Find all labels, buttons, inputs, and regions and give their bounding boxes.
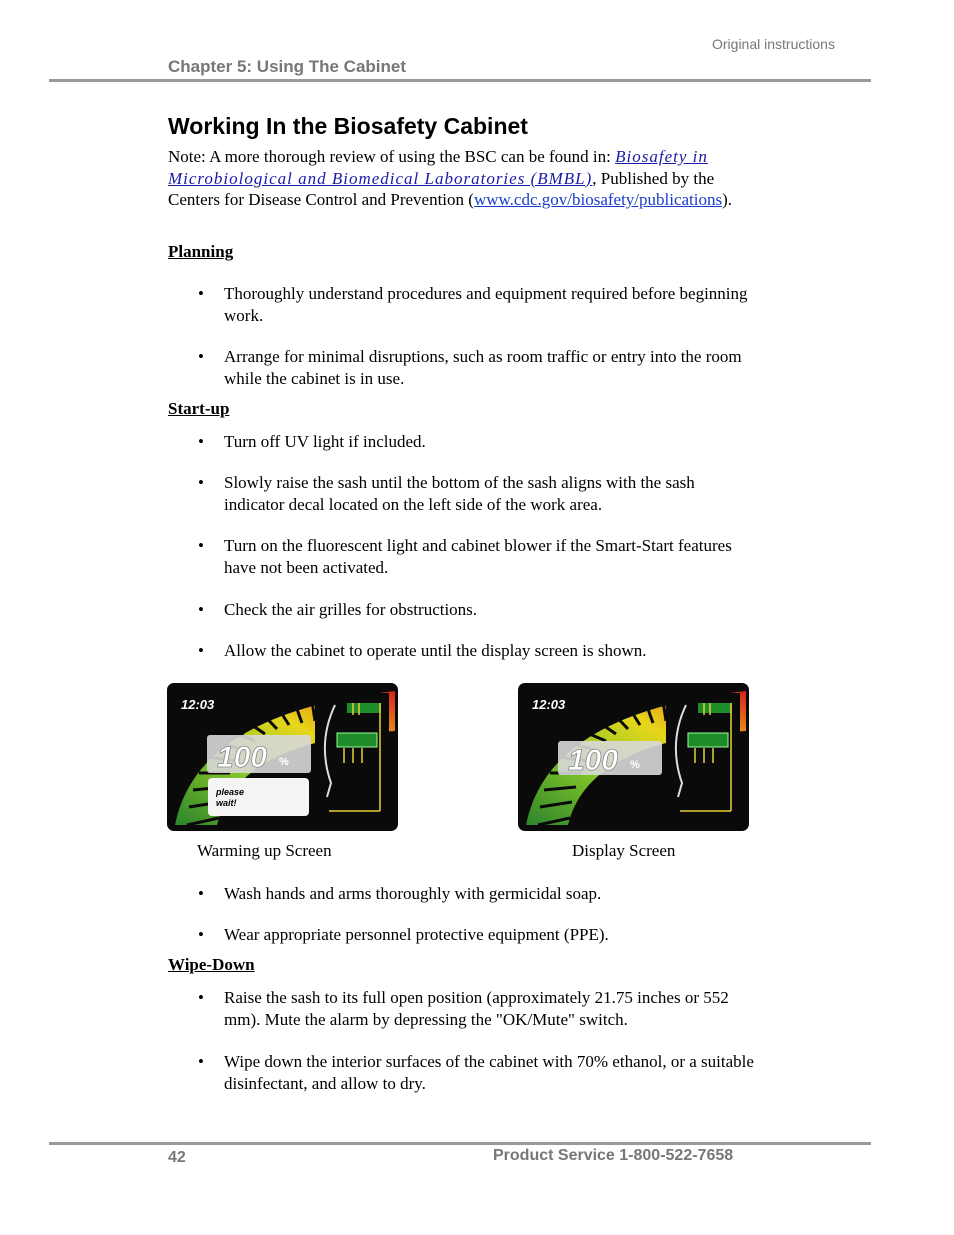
clock-readout: 12:03 <box>181 697 215 712</box>
bullet-icon: • <box>198 284 204 303</box>
list-item: • Check the air grilles for obstructions. <box>198 600 478 619</box>
footer-rule <box>49 1142 871 1145</box>
wipedown-heading: Wipe-Down <box>168 955 255 974</box>
bmbl-reference-link[interactable]: Biosafety in Microbiological and Biomedical Laboratories (BMBL) <box>168 147 708 188</box>
airflow-indicator <box>337 733 377 747</box>
bullet-icon: • <box>198 347 204 366</box>
list-item: • Thoroughly understand procedures and equipment required before beginning work. <box>198 284 748 325</box>
clock-readout: 12:03 <box>532 697 566 712</box>
note-suffix: ). <box>722 190 733 209</box>
airflow-percent: 100 <box>217 741 268 774</box>
bullet-icon: • <box>198 641 204 660</box>
bullet-icon: • <box>198 600 204 619</box>
percent-unit: % <box>630 759 640 771</box>
display-screen-caption: Display Screen <box>572 841 676 860</box>
bullet-icon: • <box>198 925 204 944</box>
product-service-phone: Product Service 1-800-522-7658 <box>493 1147 734 1164</box>
bullet-icon: • <box>198 988 204 1007</box>
list-item: • Turn off UV light if included. <box>198 432 426 451</box>
list-item: • Slowly raise the sash until the bottom of the sash aligns with the sash indicator decal located on the left side of the work area. <box>198 473 695 514</box>
bullet-icon: • <box>198 536 204 555</box>
list-item: • Turn on the fluorescent light and cabinet blower if the Smart-Start features have not been activated. <box>198 536 732 577</box>
page-title: Working In the Biosafety Cabinet <box>168 113 528 139</box>
planning-heading: Planning <box>168 242 234 261</box>
filter-indicator <box>347 703 381 713</box>
airflow-percent: 100 <box>568 744 619 777</box>
note-prefix: Note: A more thorough review of using the BSC can be found in: <box>168 147 616 166</box>
list-item: • Allow the cabinet to operate until the display screen is shown. <box>198 641 647 660</box>
list-item: • Wash hands and arms thoroughly with germicidal soap. <box>198 884 602 903</box>
message-box <box>208 778 309 816</box>
list-item: • Arrange for minimal disruptions, such as room traffic or entry into the room while the cabinet is in use. <box>198 347 742 388</box>
chapter-header: Chapter 5: Using The Cabinet <box>168 57 407 76</box>
original-instructions-label: Original instructions <box>712 36 835 52</box>
airflow-indicator <box>688 733 728 747</box>
warming-screen-caption: Warming up Screen <box>197 841 332 860</box>
bullet-icon: • <box>198 884 204 903</box>
percent-unit: % <box>279 756 289 768</box>
cdc-publications-link[interactable]: www.cdc.gov/biosafety/publications <box>473 190 723 209</box>
note-middle: , Published by the Centers for Disease Control and Prevention ( <box>168 168 715 209</box>
filter-indicator <box>698 703 732 713</box>
message-line-2: wait! <box>216 798 237 808</box>
message-line-1: please <box>216 787 245 797</box>
reference-note <box>168 146 758 211</box>
list-item: • Wear appropriate personnel protective equipment (PPE). <box>198 925 609 944</box>
display-screen <box>518 683 749 831</box>
header-rule <box>49 79 871 82</box>
list-item: • Raise the sash to its full open position (approximately 21.75 inches or 552 mm). Mute the alarm by depressing the "OK/Mute" switch. <box>198 988 729 1029</box>
list-item: • Wipe down the interior surfaces of the cabinet with 70% ethanol, or a suitable disinfectant, and allow to dry. <box>198 1052 754 1093</box>
warming-up-screen <box>167 683 398 831</box>
page-number: 42 <box>168 1149 186 1166</box>
startup-heading: Start-up <box>168 399 230 418</box>
bullet-icon: • <box>198 473 204 492</box>
bullet-icon: • <box>198 432 204 451</box>
bullet-icon: • <box>198 1052 204 1071</box>
